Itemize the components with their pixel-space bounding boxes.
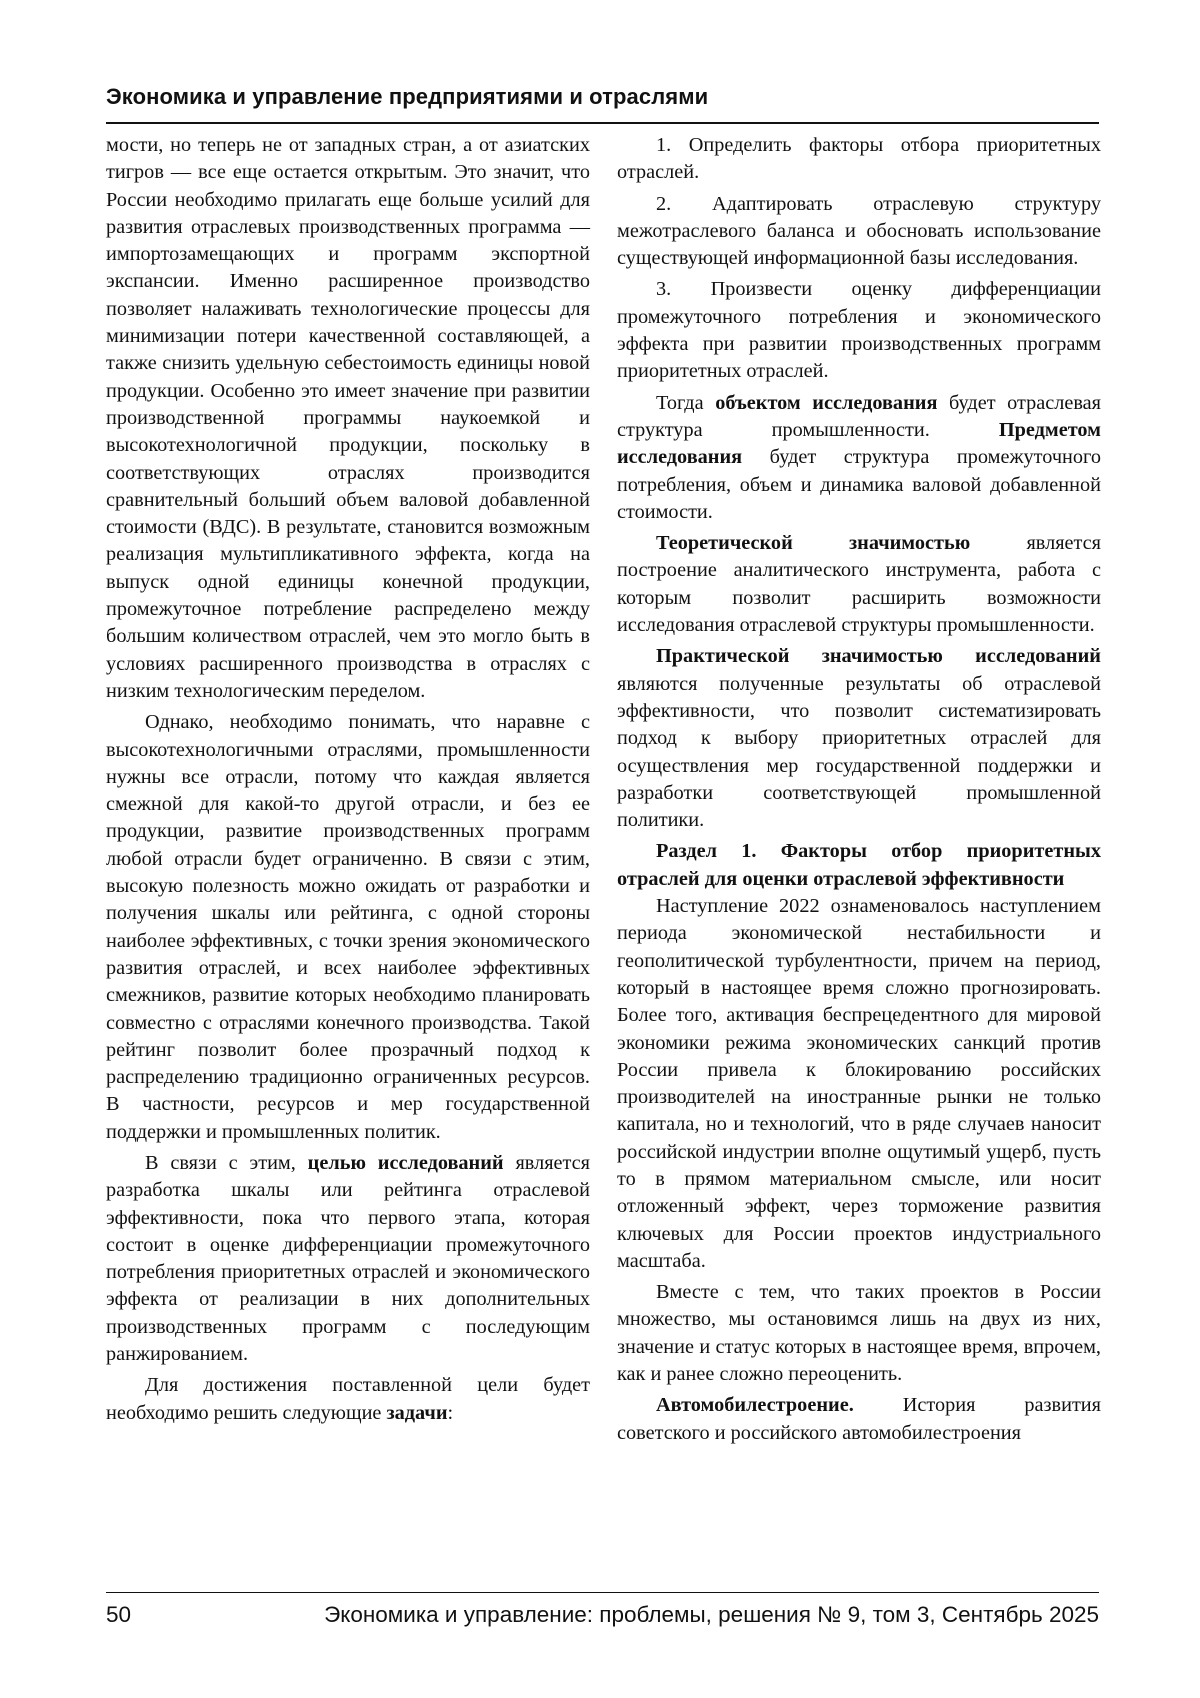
bold-term-theory: Теоретической значимостью xyxy=(656,532,971,555)
paragraph-theoretical-significance: Теоретической значимостью является построение аналитического инструмента, работа с которым позволит расширить возможности исследования отраслевой структуры промышленности. xyxy=(617,532,1101,637)
bold-term-automotive: Автомобилестроение. xyxy=(656,1394,854,1417)
bold-term-object: объектом исследования xyxy=(715,391,938,414)
footer-rule xyxy=(106,1592,1099,1593)
left-column xyxy=(106,132,590,1431)
paragraph-projects: Вместе с тем, что таких проектов в России множество, мы остановимся лишь на двух из них, значение и статус которых в настоящее время, впрочем, как и ранее сложно переоценить. xyxy=(617,1281,1101,1386)
paragraph-object-subject: Тогда объектом исследования будет отраслевая структура промышленности. Предметом исследования будет структура промежуточного потребления, объем и динамика валовой добавленной стоимости. xyxy=(617,391,1101,523)
task-item-1: 1. Определить факторы отбора приоритетных отраслей. xyxy=(617,134,1101,184)
task-item-2: 2. Адаптировать отраслевую структуру межотраслевого баланса и обосновать использование существующей информационной базы исследования. xyxy=(617,192,1101,270)
right-column xyxy=(617,132,1101,1451)
paragraph-all-industries: Однако, необходимо понимать, что наравне с высокотехнологичными отраслями, промышленности нужны все отрасли, потому что каждая является смежной для какой-то другой отрасли, и без ее продукции, развитие производственных программ любой отрасли будет ограниченно. В связи с этим, высокую полезность можно ожидать от разработки и получения шкалы или рейтинга, с одной стороны наиболее эффективных, с точки зрения экономического развития отраслей, и всех наиболее эффективных смежников, развитие которых необходимо планировать совместно с отраслями конечного производства. Такой рейтинг позволит более прозрачный подход к распределению традиционно ограниченных ресурсов. В частности, ресурсов и мер государственной поддержки и промышленных политик. xyxy=(106,711,590,1143)
bold-term-goal: целью исследований xyxy=(307,1151,504,1174)
task-item-3: 3. Произвести оценку дифференциации промежуточного потребления и экономического эффекта при развитии производственных программ приоритетных отраслей. xyxy=(617,278,1101,383)
page-number: 50 xyxy=(106,1602,132,1627)
paragraph-2022: Наступление 2022 ознаменовалось наступлением периода экономической нестабильности и геополитической турбулентности, причем на период, который в настоящее время сложно прогнозировать. Более того, активация беспрецедентного для мировой экономики режима экономических санкций против России привела к блокированию российских производителей на иностранные рынки не только капитала, но и технологий, что в ряде случаев наносит российской индустрии вполне ощутимый ущерб, пусть то в прямом материальном смысле, или носит отложенный эффект, через торможение развития ключевых для России проектов индустриального масштаба. xyxy=(617,895,1101,1272)
paragraph-practical-significance: Практической значимостью исследований являются полученные результаты об отраслевой эффективности, что позволит систематизировать подход к выбору приоритетных отраслей для осуществления мер государственной поддержки и разработки соответствующей промышленной политики. xyxy=(617,645,1101,832)
journal-citation: Экономика и управление: проблемы, решения № 9, том 3, Сентябрь 2025 xyxy=(324,1602,1099,1627)
bold-term-practice: Практической значимостью исследований xyxy=(656,645,1101,668)
bold-term-subject: Предметом исследования xyxy=(617,418,1101,469)
bold-term-tasks: задачи xyxy=(386,1401,448,1424)
paragraph-automotive: Автомобилестроение. История развития советского и российского автомобилестроения xyxy=(617,1394,1101,1444)
paragraph-tasks-intro: Для достижения поставленной цели будет необходимо решить следующие задачи: xyxy=(106,1374,590,1424)
paragraph-continued: мости, но теперь не от западных стран, а от азиатских тигров — все еще остается открытым. Это значит, что России необходимо прилагать еще больше усилий для развития отраслевых производственных программа — импортозамещающих и программ экспортной экспансии. Именно расширенное производство позволяет налаживать технологические процессы для минимизации потери качественной составляющей, а также снизить удельную себестоимость единицы новой продукции. Особенно это имеет значение при развитии производственной программы наукоемкой и высокотехнологичной продукции, поскольку в соответствующих отраслях производится сравнительный больший объем валовой добавленной стоимости (ВДС). В результате, становится возможным реализация мультипликативного эффекта, когда на выпуск одной единицы конечной продукции, промежуточное потребление распределено между большим количеством отраслей, чем это могло быть в условиях расширенного производства в отраслях с низким технологическим переделом. xyxy=(106,134,590,702)
header-rule xyxy=(106,122,1099,124)
paragraph-research-goal: В связи с этим, целью исследований является разработка шкалы или рейтинга отраслевой эффективности, пока что первого этапа, которая состоит в оценке дифференциации промежуточного потребления приоритетных отраслей и экономического эффекта от реализации в них дополнительных производственных программ с последующим ранжированием. xyxy=(106,1151,590,1366)
running-header: Экономика и управление предприятиями и отраслями xyxy=(106,84,709,109)
section-heading: Раздел 1. Факторы отбор приоритетных отраслей для оценки отраслевой эффективности xyxy=(617,840,1101,890)
